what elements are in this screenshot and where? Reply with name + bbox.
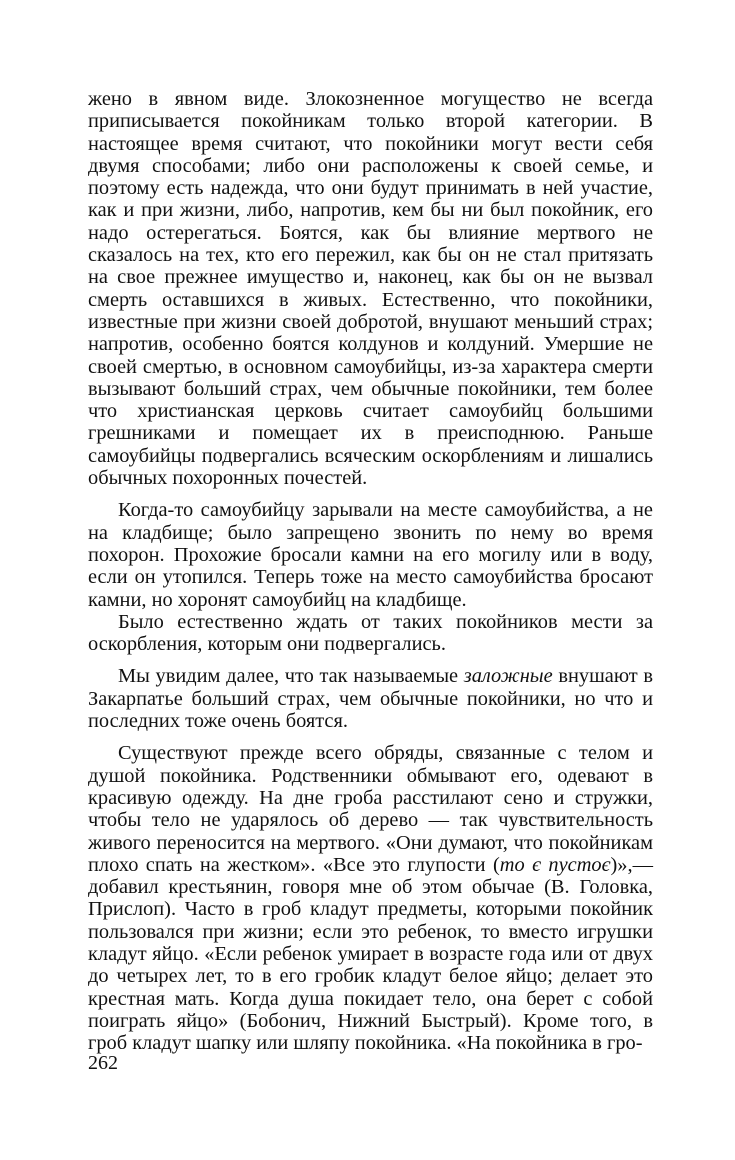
paragraph-3: Было естественно ждать от таких покойников мести за оскорбления, которым они подвергались. <box>88 610 653 656</box>
paragraph-4-italic-term: заложные <box>463 665 553 688</box>
paragraph-5-start: Существуют прежде всего обряды, связанные с телом и душой покойника. Родственники обмывают его, одевают в красивую одежду. На дне гроба расстилают сено и стружки, чтобы тело не ударялось об дерево — так чувствительность живого переносится на мертвого. «Они думают, что покойникам плохо спать на жестком». «Все это глупости ( <box>88 742 653 876</box>
paragraph-4-end: внушают в Закарпатье больший страх, чем обычные покойники, но что и последних тоже очень боятся. <box>88 665 653 733</box>
paragraph-4 <box>88 665 653 732</box>
page-number: 262 <box>88 1052 118 1074</box>
paragraph-4-start: Мы увидим далее, что так называемые <box>118 665 464 688</box>
paragraph-5-end: )»,— добавил крестьянин, говоря мне об этом обычае (В. Головка, Прислоп). Часто в гроб кладут предметы, которыми покойник пользовался при жизни; если это ребенок, то вместо игрушки кладут яйцо. «Если ребенок умирает в возрасте года или от двух до четырех лет, то в его гробик кладут белое яйцо; делает это крестная мать. Когда душа покидает тело, она берет с собой поиграть яйцо» (Бобонич, Нижний Быстрый). Кроме того, в гроб кладут шапку или шляпу покойника. «На покойника в гро- <box>88 853 653 1055</box>
paragraph-5-italic-quote: то є пустоє <box>499 853 611 876</box>
paragraph-1: жено в явном виде. Злокозненное могущество не всегда приписывается покойникам только второй категории. В настоящее время считают, что покойники могут вести себя двумя способами; либо они расположены к своей семье, и поэтому есть надежда, что они будут принимать в ней участие, как и при жизни, либо, напротив, кем бы ни был покойник, его надо остерегаться. Боятся, как бы влияние мертвого не сказалось на тех, кто его пережил, как бы он не стал притязать на свое прежнее имущество и, наконец, как бы он не вызвал смерть оставшихся в живых. Естественно, что покойники, известные при жизни своей добротой, внушают меньший страх; напротив, особенно боятся колдунов и колдуний. Умершие не своей смертью, в основном самоубийцы, из-за характера смерти вызывают больший страх, чем обычные покойники, тем более что христианская церковь считает самоубийц большими грешниками и помещает их в преисподнюю. Раньше самоубийцы подвергались всяческим оскорблениям и лишались обычных похоронных почестей. <box>88 88 653 490</box>
paragraph-2: Когда-то самоубийцу зарывали на месте самоубийства, а не на кладбище; было запрещено звонить по нему во время похорон. Прохожие бросали камни на его могилу или в воду, если он утопился. Теперь тоже на место самоубийства бросают камни, но хоронят самоубийц на кладбище. <box>88 499 653 611</box>
paragraph-5 <box>88 742 653 1054</box>
page-body <box>88 88 653 1054</box>
